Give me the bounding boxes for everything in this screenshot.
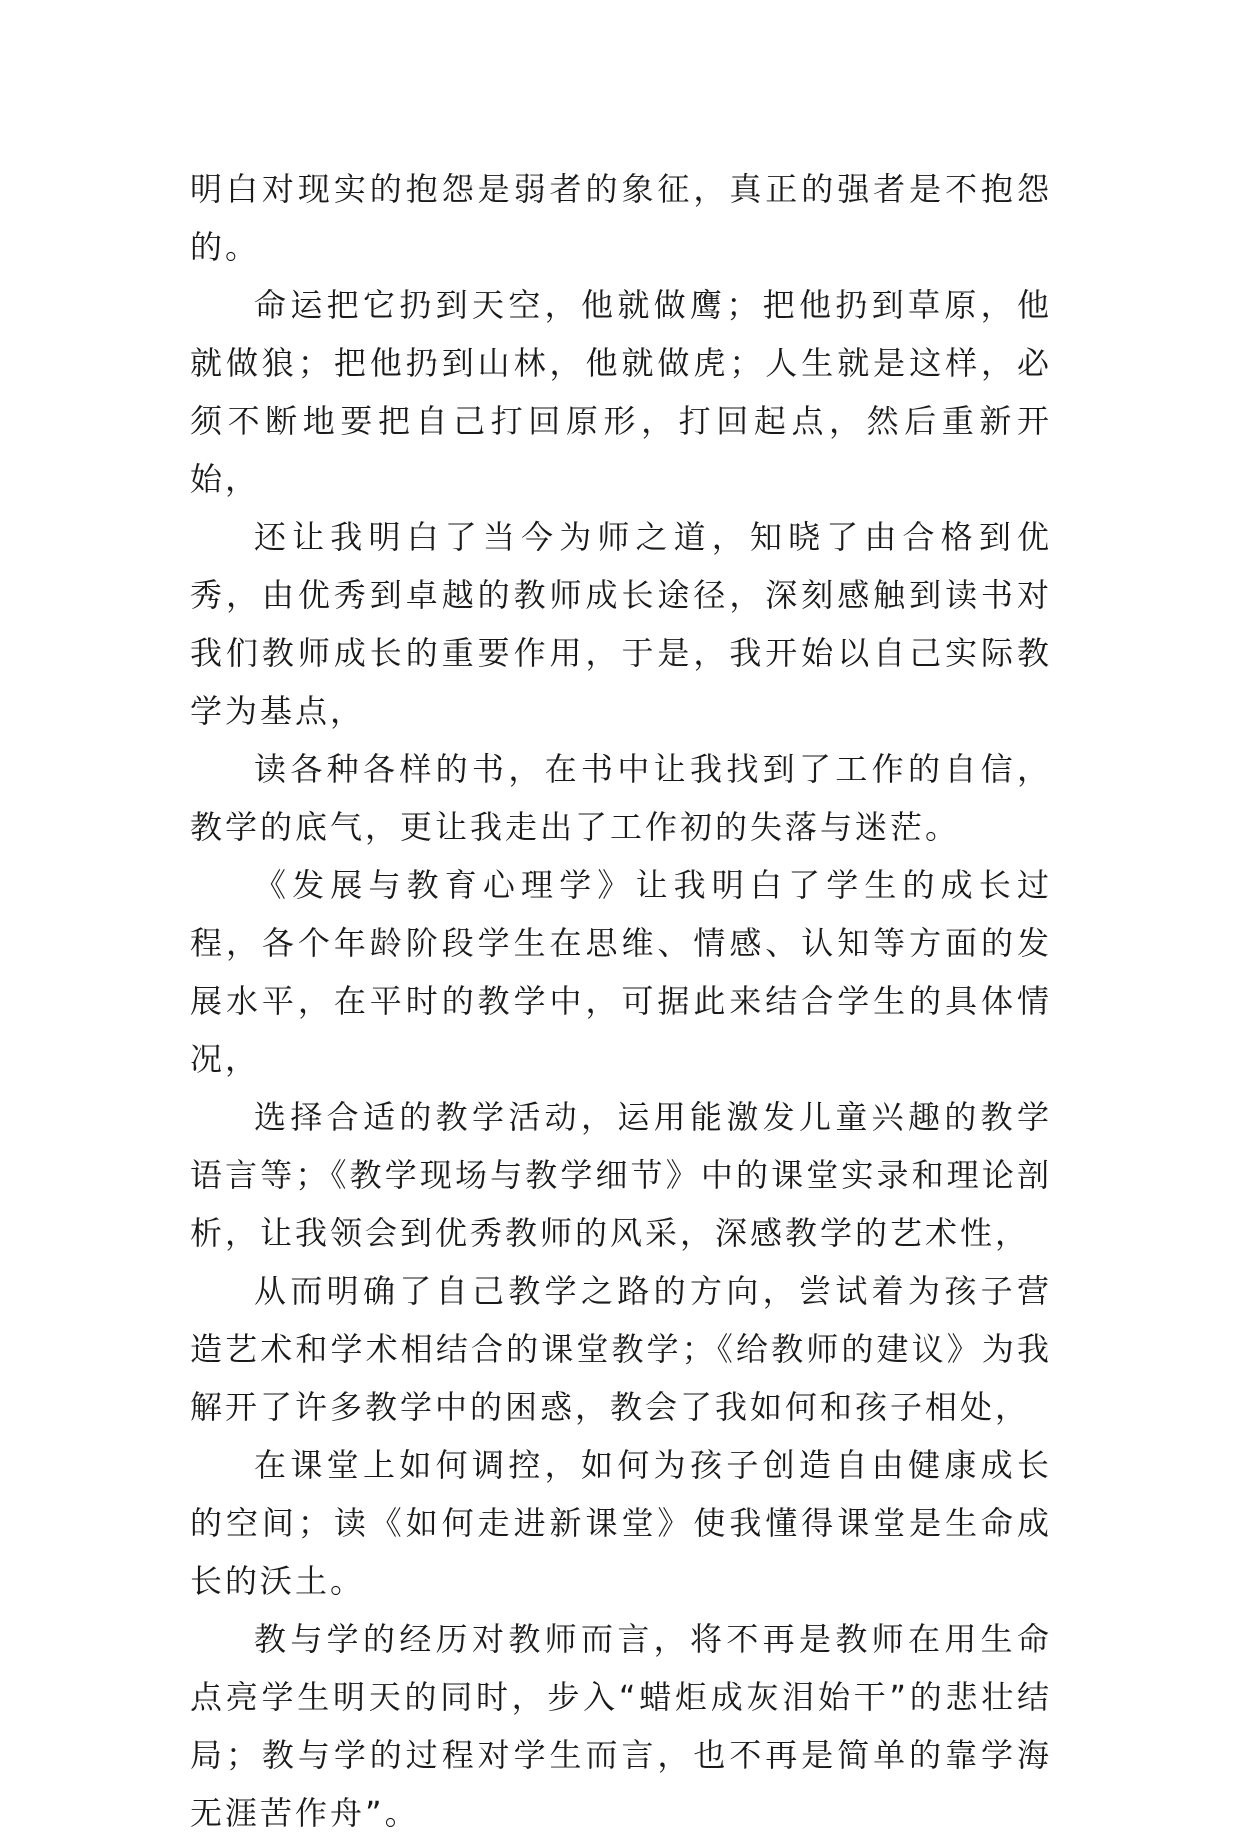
paragraph: 教与学的经历对教师而言，将不再是教师在用生命点亮学生明天的同时，步入“蜡炬成灰泪始干”的悲壮结局；教与学的过程对学生而言，也不再是简单的靠学海无涯苦作舟”。 [190, 1620, 1052, 1832]
paragraph: 选择合适的教学活动，运用能激发儿童兴趣的教学语言等；《教学现场与教学细节》中的课堂实录和理论剖析，让我领会到优秀教师的风采，深感教学的艺术性， [190, 1098, 1052, 1252]
paragraph: 还让我明白了当今为师之道，知晓了由合格到优秀，由优秀到卓越的教师成长途径，深刻感触到读书对我们教师成长的重要作用，于是，我开始以自己实际教学为基点， [190, 518, 1052, 730]
paragraph: 从而明确了自己教学之路的方向，尝试着为孩子营造艺术和学术相结合的课堂教学；《给教师的建议》为我解开了许多教学中的困惑，教会了我如何和孩子相处， [190, 1272, 1052, 1426]
paragraph: 《发展与教育心理学》让我明白了学生的成长过程，各个年龄阶段学生在思维、情感、认知等方面的发展水平，在平时的教学中，可据此来结合学生的具体情况， [190, 866, 1052, 1078]
body-text [190, 160, 1052, 1842]
paragraph: 命运把它扔到天空，他就做鹰；把他扔到草原，他就做狼；把他扔到山林，他就做虎；人生就是这样，必须不断地要把自己打回原形，打回起点，然后重新开始， [190, 286, 1052, 498]
paragraph: 读各种各样的书，在书中让我找到了工作的自信，教学的底气，更让我走出了工作初的失落与迷茫。 [190, 750, 1052, 846]
paragraph: 在课堂上如何调控，如何为孩子创造自由健康成长的空间；读《如何走进新课堂》使我懂得课堂是生命成长的沃土。 [190, 1446, 1052, 1600]
paragraph: 明白对现实的抱怨是弱者的象征，真正的强者是不抱怨的。 [190, 170, 1052, 266]
